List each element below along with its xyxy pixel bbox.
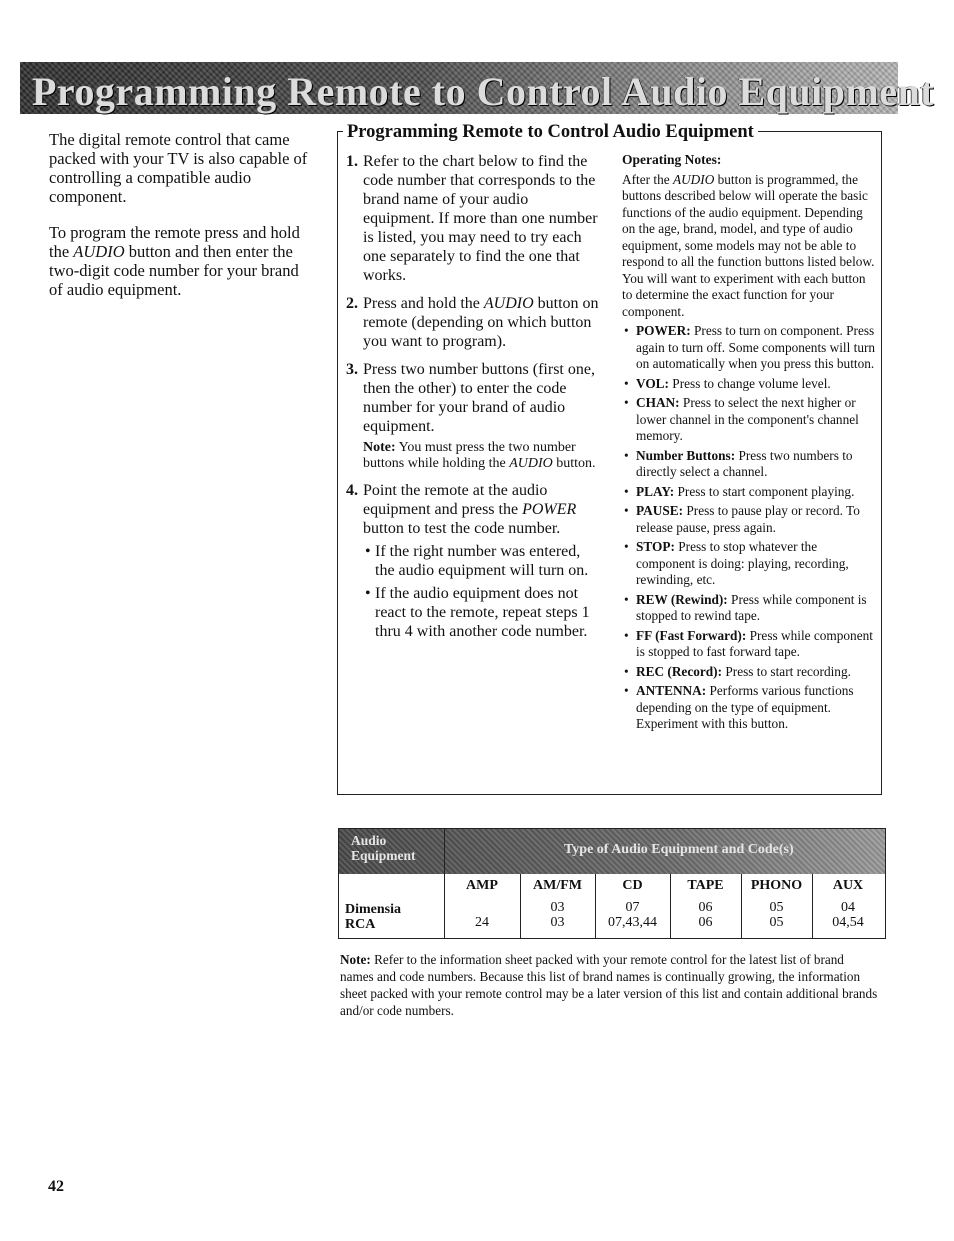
note-text-a: You must press the two number buttons while holding the (363, 440, 576, 471)
code-cell: 05 (769, 915, 784, 930)
step-2 (346, 294, 602, 351)
column-header-aux: AUX (832, 878, 864, 893)
operating-notes (622, 152, 877, 736)
box-title: Programming Remote to Control Audio Equipment (343, 122, 758, 143)
code-table-header (339, 829, 885, 874)
button-label: STOP: (636, 539, 675, 554)
step-text-a: Point the remote at the audio equipment and press the (363, 482, 548, 518)
audio-button-term: AUDIO (509, 456, 553, 471)
button-desc: Press to start component playing. (674, 483, 855, 499)
button-desc: Press while component is stopped to fast forward tape. (636, 627, 873, 659)
button-item-pause (622, 503, 877, 536)
column-header-amp: AMP (466, 878, 498, 893)
step-number: 1. (346, 153, 358, 170)
code-cell: 06 (698, 900, 713, 915)
step-number: 4. (346, 482, 358, 499)
button-desc: Press to start recording. (722, 663, 851, 679)
note-label: Note: (363, 440, 396, 455)
button-desc: Press to stop whatever the component is doing: playing, recording, rewinding, etc. (636, 539, 849, 587)
column-header-cd: CD (622, 878, 643, 893)
button-label: REC (Record): (636, 663, 723, 679)
column-header-amfm: AM/FM (533, 878, 582, 893)
step-number: 2. (346, 295, 358, 312)
step-text-b: button to test the code number. (363, 520, 561, 537)
step-number: 3. (346, 361, 358, 378)
footnote-text: Refer to the information sheet packed with your remote control for the latest list of brand names and code numbers. Because this list of brand names is continually growing, the information sheet packed with your remote control may be a later version of this list and contain additional brands and/or code numbers. (340, 952, 878, 1018)
button-label: CHAN: (636, 395, 680, 410)
button-desc: Press to select the next higher or lower channel in the component's channel memory. (636, 395, 859, 443)
step-4-outcomes (363, 542, 602, 641)
button-label: VOL: (636, 375, 669, 391)
button-label: REW (Rewind): (636, 591, 728, 607)
step-4 (346, 481, 602, 641)
button-label: PAUSE: (636, 503, 684, 518)
code-cell: 03 (550, 900, 565, 915)
header-equipment-cell (339, 829, 445, 874)
brand-name: RCA (345, 917, 376, 932)
button-item-play (622, 484, 877, 501)
step-text: Press two number buttons (first one, then the other) to enter the code number for your brand of audio equipment. (363, 361, 595, 435)
column-header-phono: PHONO (750, 878, 803, 893)
intro-paragraph-2 (49, 223, 311, 299)
button-desc: Press two numbers to directly select a channel. (636, 447, 853, 479)
footnote (340, 951, 880, 1019)
steps-list (346, 152, 602, 650)
column-header-tape: TAPE (687, 878, 724, 893)
outcome-item: • If the right number was entered, the audio equipment will turn on. (363, 542, 602, 580)
op-intro-a: After the (622, 171, 673, 187)
intro-p2-text-a: To program the remote press and hold the (49, 223, 300, 261)
banner-title: Programming Remote to Control Audio Equipment (32, 69, 935, 114)
op-intro-b: button is programmed, the buttons described below will operate the basic functions of the audio equipment. Depending on the age, brand, model, and type of audio equipment, some models may not be able to respond to all the function buttons listed below. You will want to experiment with each button to determine the exact function for your component. (622, 171, 875, 319)
intro-text (49, 130, 311, 316)
header-banner (20, 62, 935, 114)
button-desc: Performs various functions depending on the type of equipment. Experiment with this button. (636, 683, 854, 731)
button-item-rec (622, 664, 877, 681)
code-cell: 06 (698, 915, 713, 930)
step-1 (346, 152, 602, 285)
page-number: 42 (48, 1178, 64, 1195)
code-cell: 07,43,44 (608, 915, 657, 930)
button-desc: Press to pause play or record. To release pause, press again. (636, 503, 860, 535)
intro-paragraph-1: The digital remote control that came packed with your TV is also capable of controlling a compatible audio component. (49, 130, 308, 206)
button-label: ANTENNA: (636, 683, 707, 698)
header-type-label: Type of Audio Equipment and Code(s) (564, 842, 794, 857)
footnote-label: Note: (340, 952, 371, 967)
button-label: FF (Fast Forward): (636, 627, 747, 643)
code-cell: 24 (475, 915, 489, 930)
header-equipment-label: Audio Equipment (351, 833, 416, 863)
audio-button-term: AUDIO (73, 242, 125, 261)
button-list (622, 323, 877, 733)
button-item-ff (622, 628, 877, 661)
button-label: Number Buttons: (636, 447, 736, 463)
button-item-rew (622, 592, 877, 625)
button-item-stop (622, 539, 877, 589)
button-label: POWER: (636, 323, 691, 338)
button-item-vol (622, 376, 877, 393)
button-item-power (622, 323, 877, 373)
step-text: Refer to the chart below to find the code number that corresponds to the brand name of your audio equipment. If more than one number is listed, you may need to try each one separately to find the one that works. (363, 153, 598, 284)
button-label: PLAY: (636, 483, 675, 499)
step-3 (346, 360, 602, 472)
button-item-numbers (622, 448, 877, 481)
operating-notes-heading: Operating Notes: (622, 152, 722, 167)
step-text-a: Press and hold the (363, 295, 484, 312)
button-item-chan (622, 395, 877, 445)
audio-button-term: AUDIO (672, 171, 715, 187)
audio-button-term: AUDIO (483, 295, 534, 312)
button-item-antenna (622, 683, 877, 733)
button-desc: Press to turn on component. Press again to turn off. Some components will turn on automatically when you press this button. (636, 323, 876, 371)
code-cell: 05 (769, 900, 784, 915)
code-table (338, 828, 886, 939)
note-text-b: button. (552, 456, 596, 471)
code-cell: 07 (625, 900, 640, 915)
step-3-note (363, 440, 602, 472)
code-cell: 03 (550, 915, 565, 930)
button-desc: Press to change volume level. (668, 375, 831, 391)
step-text-b: button on remote (depending on which button you want to program). (363, 295, 599, 350)
outcome-item: • If the audio equipment does not react to the remote, repeat steps 1 thru 4 with another code number. (363, 584, 602, 641)
operating-notes-intro (622, 172, 877, 321)
code-cell: 04,54 (832, 915, 864, 930)
power-button-term: POWER (522, 501, 577, 518)
code-cell: 04 (841, 900, 855, 915)
button-desc: Press while component is stopped to rewind tape. (636, 591, 867, 623)
intro-p2-text-b: button and then enter the two-digit code number for your brand of audio equipment. (49, 242, 299, 299)
brand-name: Dimensia (345, 902, 401, 917)
